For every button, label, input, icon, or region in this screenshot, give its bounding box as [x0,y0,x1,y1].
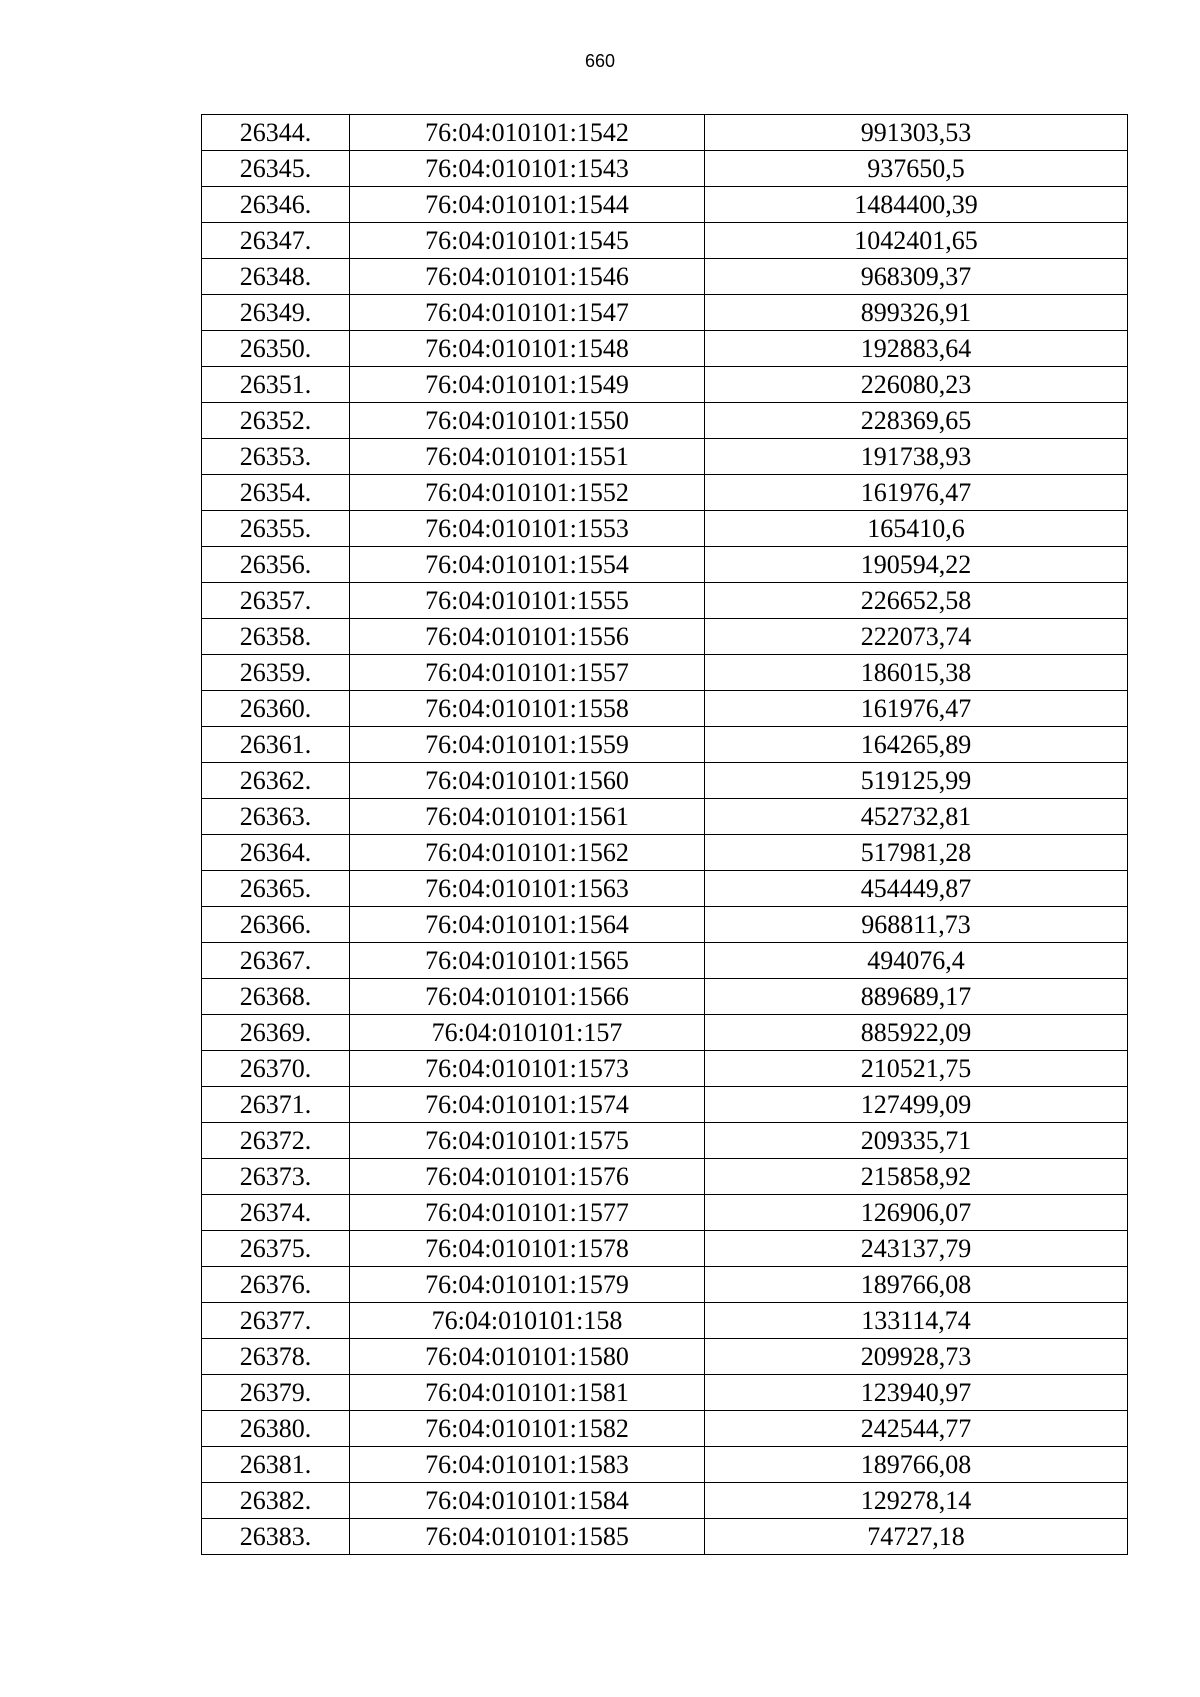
table-row [202,907,1128,943]
value-cell: 127499,09 [705,1087,1128,1123]
cadastral-number-cell: 76:04:010101:1560 [350,763,705,799]
cadastral-number-cell: 76:04:010101:1548 [350,331,705,367]
cadastral-number-cell: 76:04:010101:1547 [350,295,705,331]
cadastral-number-cell: 76:04:010101:1575 [350,1123,705,1159]
cadastral-number-cell: 76:04:010101:1565 [350,943,705,979]
value-cell: 209928,73 [705,1339,1128,1375]
table-row [202,979,1128,1015]
table-row [202,187,1128,223]
row-number-cell: 26365. [202,871,350,907]
row-number-cell: 26356. [202,547,350,583]
table-row [202,1411,1128,1447]
table-row [202,331,1128,367]
value-cell: 133114,74 [705,1303,1128,1339]
row-number-cell: 26371. [202,1087,350,1123]
cadastral-value-table [201,114,1128,1555]
row-number-cell: 26355. [202,511,350,547]
cadastral-number-cell: 76:04:010101:1557 [350,655,705,691]
table-row [202,619,1128,655]
cadastral-number-cell: 76:04:010101:1583 [350,1447,705,1483]
table-row [202,763,1128,799]
value-cell: 937650,5 [705,151,1128,187]
cadastral-number-cell: 76:04:010101:158 [350,1303,705,1339]
row-number-cell: 26368. [202,979,350,1015]
cadastral-number-cell: 76:04:010101:1562 [350,835,705,871]
row-number-cell: 26369. [202,1015,350,1051]
value-cell: 192883,64 [705,331,1128,367]
cadastral-number-cell: 76:04:010101:1576 [350,1159,705,1195]
table-row [202,151,1128,187]
value-cell: 74727,18 [705,1519,1128,1555]
page-number: 660 [584,51,616,71]
value-cell: 222073,74 [705,619,1128,655]
table-row [202,583,1128,619]
cadastral-number-cell: 76:04:010101:1563 [350,871,705,907]
cadastral-number-cell: 76:04:010101:1558 [350,691,705,727]
cadastral-number-cell: 76:04:010101:1546 [350,259,705,295]
cadastral-number-cell: 76:04:010101:1574 [350,1087,705,1123]
cadastral-number-cell: 76:04:010101:1551 [350,439,705,475]
row-number-cell: 26363. [202,799,350,835]
row-number-cell: 26367. [202,943,350,979]
table-row [202,1267,1128,1303]
table-row [202,799,1128,835]
value-cell: 123940,97 [705,1375,1128,1411]
value-cell: 210521,75 [705,1051,1128,1087]
table-row [202,1231,1128,1267]
row-number-cell: 26349. [202,295,350,331]
row-number-cell: 26360. [202,691,350,727]
cadastral-number-cell: 76:04:010101:1553 [350,511,705,547]
row-number-cell: 26373. [202,1159,350,1195]
value-cell: 165410,6 [705,511,1128,547]
table-body [202,115,1128,1555]
table-row [202,691,1128,727]
table-row [202,1087,1128,1123]
row-number-cell: 26374. [202,1195,350,1231]
row-number-cell: 26379. [202,1375,350,1411]
value-cell: 968309,37 [705,259,1128,295]
value-cell: 226080,23 [705,367,1128,403]
table-row [202,655,1128,691]
row-number-cell: 26361. [202,727,350,763]
value-cell: 1484400,39 [705,187,1128,223]
cadastral-number-cell: 76:04:010101:1552 [350,475,705,511]
value-cell: 129278,14 [705,1483,1128,1519]
table-row [202,1447,1128,1483]
row-number-cell: 26347. [202,223,350,259]
row-number-cell: 26380. [202,1411,350,1447]
table-row [202,547,1128,583]
table-row [202,1483,1128,1519]
row-number-cell: 26372. [202,1123,350,1159]
table-row [202,223,1128,259]
table-row [202,475,1128,511]
table-row [202,439,1128,475]
value-cell: 454449,87 [705,871,1128,907]
row-number-cell: 26344. [202,115,350,151]
row-number-cell: 26378. [202,1339,350,1375]
cadastral-number-cell: 76:04:010101:1585 [350,1519,705,1555]
cadastral-number-cell: 76:04:010101:1582 [350,1411,705,1447]
table-row [202,295,1128,331]
row-number-cell: 26382. [202,1483,350,1519]
table-row [202,835,1128,871]
cadastral-number-cell: 76:04:010101:1564 [350,907,705,943]
row-number-cell: 26359. [202,655,350,691]
row-number-cell: 26364. [202,835,350,871]
table-row [202,1339,1128,1375]
value-cell: 226652,58 [705,583,1128,619]
value-cell: 161976,47 [705,475,1128,511]
value-cell: 215858,92 [705,1159,1128,1195]
table-row [202,871,1128,907]
value-cell: 1042401,65 [705,223,1128,259]
row-number-cell: 26377. [202,1303,350,1339]
value-cell: 968811,73 [705,907,1128,943]
cadastral-number-cell: 76:04:010101:1556 [350,619,705,655]
value-cell: 161976,47 [705,691,1128,727]
value-cell: 242544,77 [705,1411,1128,1447]
table-row [202,115,1128,151]
row-number-cell: 26370. [202,1051,350,1087]
cadastral-number-cell: 76:04:010101:1559 [350,727,705,763]
table-row [202,259,1128,295]
row-number-cell: 26375. [202,1231,350,1267]
cadastral-number-cell: 76:04:010101:1561 [350,799,705,835]
cadastral-number-cell: 76:04:010101:1545 [350,223,705,259]
table-row [202,1051,1128,1087]
table-row [202,511,1128,547]
cadastral-number-cell: 76:04:010101:1554 [350,547,705,583]
cadastral-number-cell: 76:04:010101:1580 [350,1339,705,1375]
cadastral-number-cell: 76:04:010101:1549 [350,367,705,403]
value-cell: 228369,65 [705,403,1128,439]
row-number-cell: 26366. [202,907,350,943]
value-cell: 186015,38 [705,655,1128,691]
row-number-cell: 26358. [202,619,350,655]
row-number-cell: 26353. [202,439,350,475]
row-number-cell: 26345. [202,151,350,187]
row-number-cell: 26346. [202,187,350,223]
row-number-cell: 26362. [202,763,350,799]
cadastral-number-cell: 76:04:010101:1573 [350,1051,705,1087]
table-row [202,1375,1128,1411]
value-cell: 243137,79 [705,1231,1128,1267]
value-cell: 126906,07 [705,1195,1128,1231]
value-cell: 519125,99 [705,763,1128,799]
value-cell: 889689,17 [705,979,1128,1015]
cadastral-number-cell: 76:04:010101:1577 [350,1195,705,1231]
cadastral-number-cell: 76:04:010101:1579 [350,1267,705,1303]
cadastral-number-cell: 76:04:010101:1581 [350,1375,705,1411]
cadastral-number-cell: 76:04:010101:1555 [350,583,705,619]
value-cell: 209335,71 [705,1123,1128,1159]
value-cell: 452732,81 [705,799,1128,835]
cadastral-number-cell: 76:04:010101:1578 [350,1231,705,1267]
value-cell: 517981,28 [705,835,1128,871]
value-cell: 189766,08 [705,1267,1128,1303]
table-row [202,1123,1128,1159]
cadastral-number-cell: 76:04:010101:1566 [350,979,705,1015]
cadastral-number-cell: 76:04:010101:1544 [350,187,705,223]
row-number-cell: 26381. [202,1447,350,1483]
cadastral-number-cell: 76:04:010101:157 [350,1015,705,1051]
table-row [202,403,1128,439]
value-cell: 885922,09 [705,1015,1128,1051]
table-row [202,1159,1128,1195]
table-row [202,367,1128,403]
value-cell: 189766,08 [705,1447,1128,1483]
table-row [202,1303,1128,1339]
row-number-cell: 26376. [202,1267,350,1303]
row-number-cell: 26383. [202,1519,350,1555]
value-cell: 190594,22 [705,547,1128,583]
row-number-cell: 26348. [202,259,350,295]
table-row [202,727,1128,763]
row-number-cell: 26354. [202,475,350,511]
row-number-cell: 26350. [202,331,350,367]
cadastral-number-cell: 76:04:010101:1550 [350,403,705,439]
value-cell: 191738,93 [705,439,1128,475]
cadastral-number-cell: 76:04:010101:1584 [350,1483,705,1519]
table-row [202,1519,1128,1555]
value-cell: 991303,53 [705,115,1128,151]
table-row [202,1195,1128,1231]
value-cell: 164265,89 [705,727,1128,763]
value-cell: 899326,91 [705,295,1128,331]
cadastral-number-cell: 76:04:010101:1542 [350,115,705,151]
cadastral-number-cell: 76:04:010101:1543 [350,151,705,187]
row-number-cell: 26352. [202,403,350,439]
row-number-cell: 26357. [202,583,350,619]
row-number-cell: 26351. [202,367,350,403]
value-cell: 494076,4 [705,943,1128,979]
table-row [202,1015,1128,1051]
table-row [202,943,1128,979]
